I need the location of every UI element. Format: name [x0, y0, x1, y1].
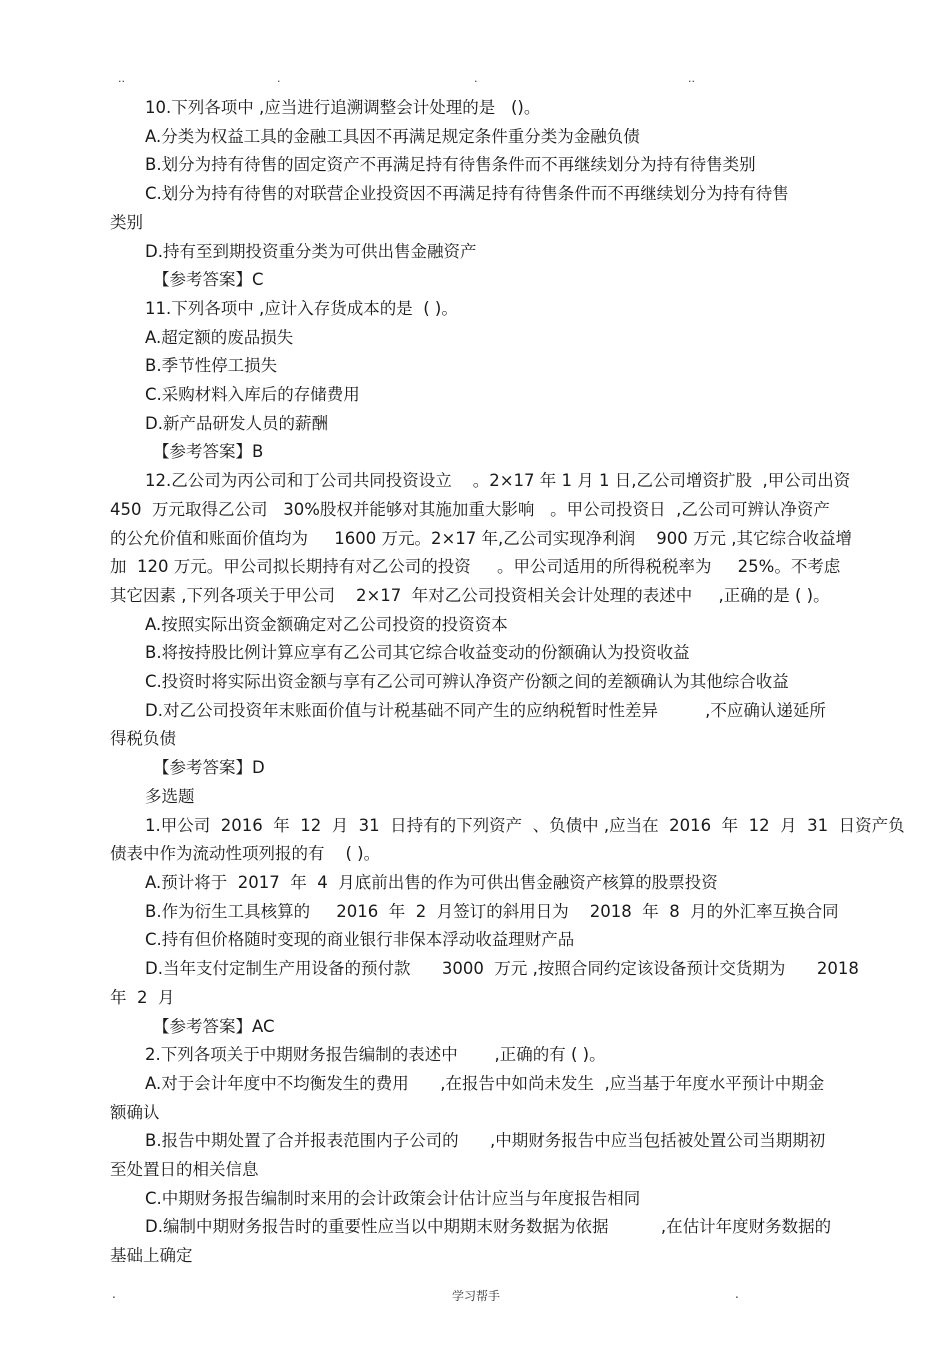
option-a: A.超定额的废品损失 [145, 327, 294, 347]
option-a: A.对于会计年度中不均衡发生的费用 ,在报告中如尚未发生 ,应当基于年度水平预计中期金 [145, 1073, 825, 1093]
option-a: A.分类为权益工具的金融工具因不再满足规定条件重分类为金融负债 [145, 126, 640, 146]
header-mark: . [474, 72, 478, 85]
footer-right-mark: . [735, 1287, 739, 1301]
section-heading-multiple-choice: 多选题 [145, 786, 195, 806]
header-mark: .. [118, 72, 125, 85]
option-c: C.持有但价格随时变现的商业银行非保本浮动收益理财产品 [145, 930, 575, 950]
question-1: 1.甲公司 2016 年 12 月 31 日持有的下列资产 、负债中 ,应当在 2016 年 12 月 31 日资产负 [145, 815, 905, 835]
option-a: A.预计将于 2017 年 4 月底前出售的作为可供出售金融资产核算的股票投资 [145, 872, 718, 892]
question-12-continued: 450 万元取得乙公司 30%股权并能够对其施加重大影响 。甲公司投资日 ,乙公司可辨认净资产 [110, 499, 830, 519]
option-d: D.对乙公司投资年末账面价值与计税基础不同产生的应纳税暂时性差异 ,不应确认递延所 [145, 700, 826, 720]
option-d-continued: 基础上确定 [110, 1246, 193, 1266]
option-b: B.作为衍生工具核算的 2016 年 2 月签订的斜用日为 2018 年 8 月的外汇率互换合同 [145, 901, 839, 921]
question-11: 11.下列各项中 ,应计入存货成本的是 ( )。 [145, 298, 458, 318]
header-mark: . [277, 72, 281, 85]
answer-1: 【参考答案】AC [153, 1016, 275, 1036]
option-d-continued: 得税负债 [110, 729, 176, 749]
question-1-continued: 债表中作为流动性项列报的有 ( )。 [110, 844, 381, 864]
question-12-continued: 其它因素 ,下列各项关于甲公司 2×17 年对乙公司投资相关会计处理的表述中 ,正确的是 ( )。 [110, 585, 830, 605]
footer-title: 学习帮手 [452, 1289, 501, 1303]
header-mark: .. [688, 72, 695, 85]
answer-10: 【参考答案】C [153, 270, 264, 290]
question-10: 10.下列各项中 ,应当进行追溯调整会计处理的是 ()。 [145, 98, 541, 117]
option-d: D.持有至到期投资重分类为可供出售金融资产 [145, 241, 477, 261]
option-b-continued: 至处置日的相关信息 [110, 1160, 259, 1180]
question-12-continued: 的公允价值和账面价值均为 1600 万元。2×17 年,乙公司实现净利润 900 万元 ,其它综合收益增 [110, 528, 852, 548]
option-d: D.新产品研发人员的薪酬 [145, 413, 328, 433]
option-c: C.投资时将实际出资金额与享有乙公司可辨认净资产份额之间的差额确认为其他综合收益 [145, 672, 789, 692]
option-b: B.划分为持有待售的固定资产不再满足持有待售条件而不再继续划分为持有待售类别 [145, 155, 756, 175]
option-b: B.报告中期处置了合并报表范围内子公司的 ,中期财务报告中应当包括被处置公司当期期初 [145, 1131, 826, 1151]
option-d-continued: 年 2 月 [110, 987, 175, 1007]
option-a: A.按照实际出资金额确定对乙公司投资的投资资本 [145, 614, 508, 634]
option-c: C.划分为持有待售的对联营企业投资因不再满足持有待售条件而不再继续划分为持有待售 [145, 184, 789, 204]
option-b: B.将按持股比例计算应享有乙公司其它综合收益变动的份额确认为投资收益 [145, 643, 690, 663]
option-b: B.季节性停工损失 [145, 356, 278, 376]
header-marks [0, 72, 950, 86]
answer-11: 【参考答案】B [153, 442, 264, 462]
option-c: C.中期财务报告编制时来用的会计政策会计估计应当与年度报告相同 [145, 1188, 641, 1208]
document-body [110, 94, 905, 1271]
page-footer [0, 1287, 950, 1307]
option-c-continued: 类别 [110, 212, 143, 232]
option-d: D.编制中期财务报告时的重要性应当以中期期末财务数据为依据 ,在估计年度财务数据的 [145, 1217, 832, 1237]
option-c: C.采购材料入库后的存储费用 [145, 385, 360, 405]
question-12: 12.乙公司为丙公司和丁公司共同投资设立 。2×17 年 1 月 1 日,乙公司增资扩股 ,甲公司出资 [145, 471, 851, 491]
question-12-continued: 加 120 万元。甲公司拟长期持有对乙公司的投资 。甲公司适用的所得税税率为 25%。不考虑 [110, 557, 841, 577]
footer-left-mark: . [112, 1287, 116, 1301]
option-d: D.当年支付定制生产用设备的预付款 3000 万元 ,按照合同约定该设备预计交货期为 2018 [145, 959, 859, 979]
question-2: 2.下列各项关于中期财务报告编制的表述中 ,正确的有 ( )。 [145, 1045, 606, 1065]
option-a-continued: 额确认 [110, 1102, 160, 1122]
answer-12: 【参考答案】D [153, 758, 265, 778]
